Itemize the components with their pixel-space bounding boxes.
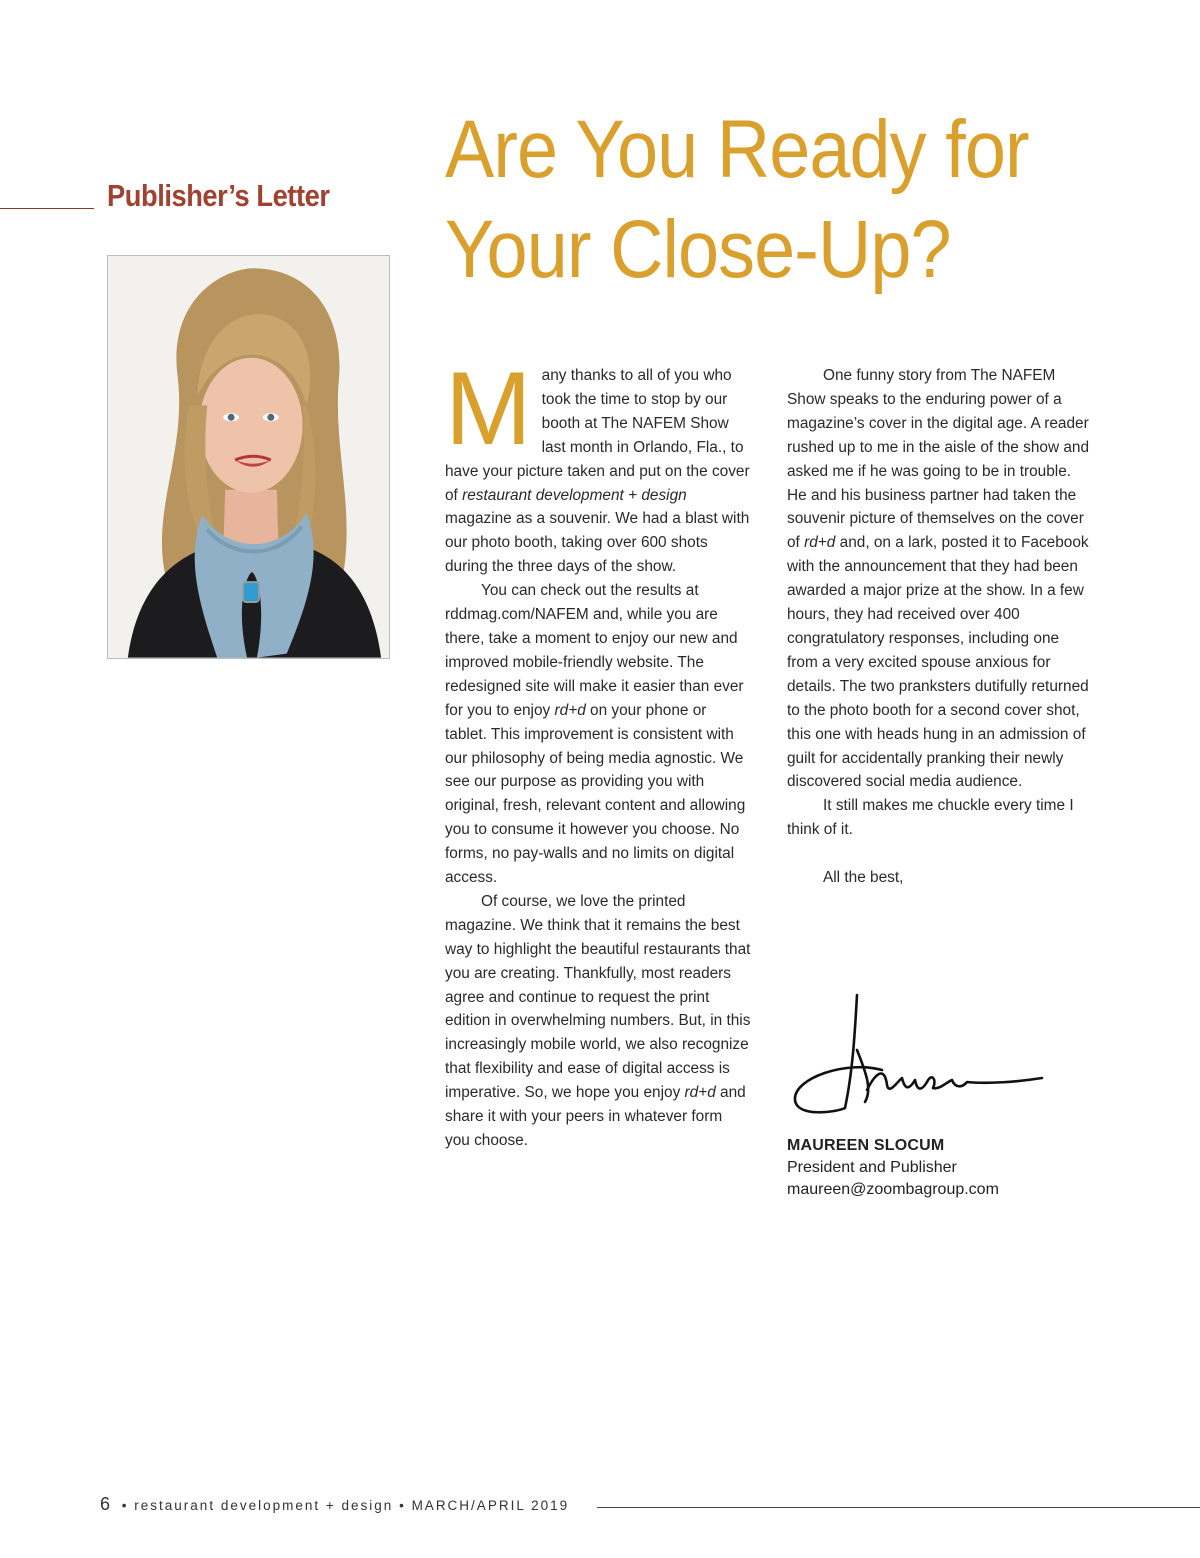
publication-name: restaurant development + design — [462, 486, 687, 504]
signature-image — [787, 990, 1047, 1120]
paragraph-5: It still makes me chuckle every time I think of it. — [787, 797, 1074, 839]
paragraph-1 — [445, 351, 751, 579]
section-rule — [0, 208, 94, 209]
paragraph-text: any thanks to all of you who took the time to stop by our booth at The NAFEM Show last month in Orlando, Fla., to have your picture taken and put on the cover of — [445, 367, 750, 504]
drop-cap: M — [445, 351, 532, 467]
signer-title: President and Publisher — [787, 1159, 957, 1176]
paragraph-text: You can check out the results at rddmag.com/NAFEM and, while you are there, take a moment to enjoy our new and improved mobile-friendly website. The redesigned site will make it easier than ever for you to enjoy — [445, 582, 744, 719]
headline-line-2: Your Close-Up? — [445, 204, 951, 295]
paragraph-text: on your phone or tablet. This improvement is consistent with our philosophy of being media agnostic. We see our purpose as providing you with original, fresh, relevant content and allowing you to consume it however you choose. No forms, no pay-walls and no limits on digital access. — [445, 701, 746, 887]
paragraph-3 — [445, 890, 751, 1153]
portrait-image — [108, 256, 389, 658]
section-label: Publisher’s Letter — [107, 178, 330, 213]
signer-email[interactable]: maureen@zoombagroup.com — [787, 1181, 999, 1198]
publisher-portrait — [107, 255, 390, 659]
footer-issue: MARCH/APRIL 2019 — [411, 1498, 570, 1513]
footer-bullet: • — [121, 1498, 129, 1513]
paragraph-text: and share it with your peers in whatever form you choose. — [445, 1084, 746, 1149]
footer-rule — [597, 1507, 1200, 1508]
headline-line-1: Are You Ready for — [445, 104, 1029, 195]
headline — [445, 100, 1075, 300]
page-footer — [100, 1494, 569, 1515]
page-number: 6 — [100, 1494, 111, 1514]
article-column-1 — [445, 351, 751, 1153]
signer-block — [787, 1135, 999, 1201]
paragraph-4 — [787, 364, 1093, 794]
signer-name: MAUREEN SLOCUM — [787, 1137, 945, 1154]
footer-bullet: • — [399, 1498, 406, 1513]
footer-publication: restaurant development + design — [134, 1498, 394, 1513]
publication-name: rd+d — [684, 1084, 716, 1102]
article-column-2 — [787, 364, 1093, 890]
paragraph-text: Of course, we love the printed magazine. We think that it remains the best way to highlight the beautiful restaurants that you are creating. Thankfully, most readers agree and continue to request the print edition in overwhelming numbers. But, in this increasingly mobile world, we also recognize that flexibility and ease of digital access is imperative. So, we hope you enjoy — [445, 892, 751, 1102]
paragraph-text: One funny story from The NAFEM Show speaks to the enduring power of a magazine’s cover in the digital age. A reader rushed up to me in the aisle of the show and asked me if he was going to be in trouble. He and his business partner had taken the souvenir picture of themselves on the cover of — [787, 367, 1090, 552]
paragraph-text: and, on a lark, posted it to Facebook with the announcement that they had been awarded a major prize at the show. In a few hours, they had received over 400 congratulatory responses, including one from a very excited spouse anxious for details. The two pranksters dutifully returned to the photo booth for a second cover shot, this one with heads hung in an admission of guilt for accidentally pranking their newly discovered social media audience. — [787, 534, 1089, 791]
paragraph-text: magazine as a souvenir. We had a blast with our photo booth, taking over 600 shots during the three days of the show. — [445, 510, 750, 576]
publication-name: rd+d — [804, 534, 836, 552]
paragraph-2 — [445, 579, 751, 890]
publication-name: rd+d — [554, 701, 586, 719]
signature — [787, 990, 1047, 1120]
sign-off: All the best, — [823, 869, 904, 887]
